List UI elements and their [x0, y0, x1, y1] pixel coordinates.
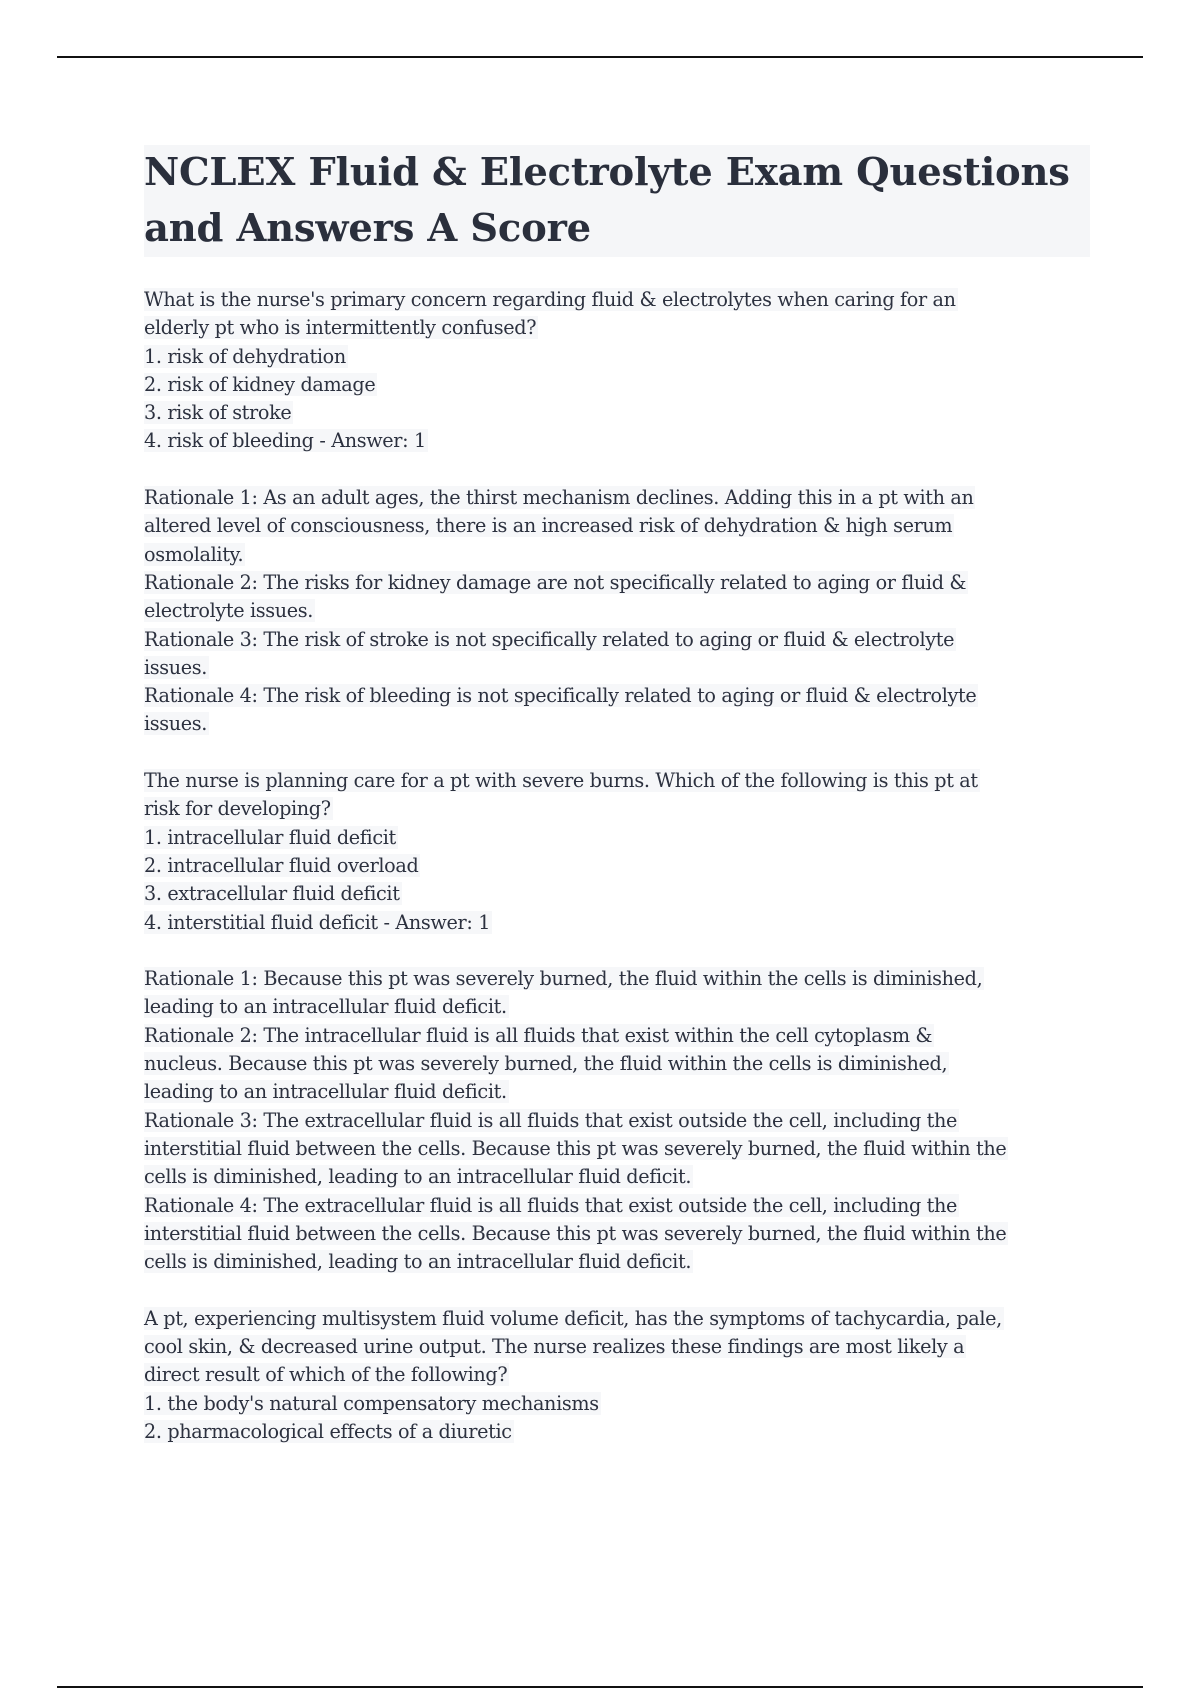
text-line: Rationale 4: The extracellular fluid is all fluids that exist outside the cell, including the — [144, 1193, 958, 1217]
text-line: cool skin, & decreased urine output. The nurse realizes these findings are most likely a — [144, 1334, 965, 1358]
text-line: Rationale 1: Because this pt was severely burned, the fluid within the cells is diminished, — [144, 967, 983, 991]
text-line: Rationale 3: The risk of stroke is not specifically related to aging or fluid & electrolyte — [144, 627, 955, 651]
rationale-1 — [144, 484, 1104, 739]
answer-option: 4. interstitial fluid deficit - Answer: 1 — [144, 910, 491, 934]
rationale-2 — [144, 965, 1104, 1276]
text-line: Rationale 4: The risk of bleeding is not specifically related to aging or fluid & electrolyte — [144, 684, 977, 708]
text-line: leading to an intracellular fluid deficit. — [144, 995, 507, 1019]
answer-option: 3. extracellular fluid deficit — [144, 882, 400, 906]
text-line: What is the nurse's primary concern regarding fluid & electrolytes when caring for an — [144, 288, 956, 311]
text-line: leading to an intracellular fluid deficit. — [144, 1080, 507, 1104]
text-line: altered level of consciousness, there is an increased risk of dehydration & high serum — [144, 514, 953, 538]
text-line: osmolality. — [144, 542, 244, 566]
text-line: interstitial fluid between the cells. Because this pt was severely burned, the fluid within the — [144, 1221, 1007, 1245]
title-line: NCLEX Fluid & Electrolyte Exam Questions — [144, 150, 1070, 195]
text-line: Rationale 2: The risks for kidney damage are not specifically related to aging or fluid & — [144, 570, 967, 594]
question-2 — [144, 767, 1104, 937]
text-line: nucleus. Because this pt was severely burned, the fluid within the cells is diminished, — [144, 1052, 948, 1076]
text-line: Rationale 2: The intracellular fluid is all fluids that exist within the cell cytoplasm & — [144, 1023, 933, 1047]
text-line: A pt, experiencing multisystem fluid volume deficit, has the symptoms of tachycardia, pale, — [144, 1306, 1002, 1330]
text-line: elderly pt who is intermittently confused? — [144, 316, 537, 340]
answer-option: 1. intracellular fluid deficit — [144, 825, 396, 849]
text-line: electrolyte issues. — [144, 599, 314, 623]
text-line: Rationale 3: The extracellular fluid is all fluids that exist outside the cell, including the — [144, 1108, 958, 1132]
text-line: issues. — [144, 712, 208, 736]
answer-option: 1. risk of dehydration — [144, 344, 346, 368]
text-line: cells is diminished, leading to an intracellular fluid deficit. — [144, 1250, 692, 1274]
answer-option: 1. the body's natural compensatory mechanisms — [144, 1391, 599, 1415]
text-line: risk for developing? — [144, 797, 331, 821]
text-line: Rationale 1: As an adult ages, the thirst mechanism declines. Adding this in a pt with an — [144, 486, 974, 510]
text-line: interstitial fluid between the cells. Because this pt was severely burned, the fluid within the — [144, 1136, 1007, 1160]
title-line: and Answers A Score — [144, 206, 591, 251]
text-line: The nurse is planning care for a pt with severe burns. Which of the following is this pt at — [144, 769, 978, 793]
answer-option: 3. risk of stroke — [144, 401, 292, 425]
text-line: issues. — [144, 655, 208, 679]
answer-option: 2. risk of kidney damage — [144, 372, 376, 396]
text-line: cells is diminished, leading to an intracellular fluid deficit. — [144, 1165, 692, 1189]
top-rule — [57, 56, 1143, 58]
answer-option: 4. risk of bleeding - Answer: 1 — [144, 429, 426, 453]
bottom-rule — [57, 1686, 1143, 1688]
page-title — [144, 145, 1090, 257]
answer-option: 2. intracellular fluid overload — [144, 853, 419, 877]
question-3 — [144, 1305, 1104, 1446]
document-body — [144, 286, 1104, 1446]
question-1 — [144, 286, 1104, 456]
answer-option: 2. pharmacological effects of a diuretic — [144, 1419, 512, 1443]
text-line: direct result of which of the following? — [144, 1363, 508, 1387]
